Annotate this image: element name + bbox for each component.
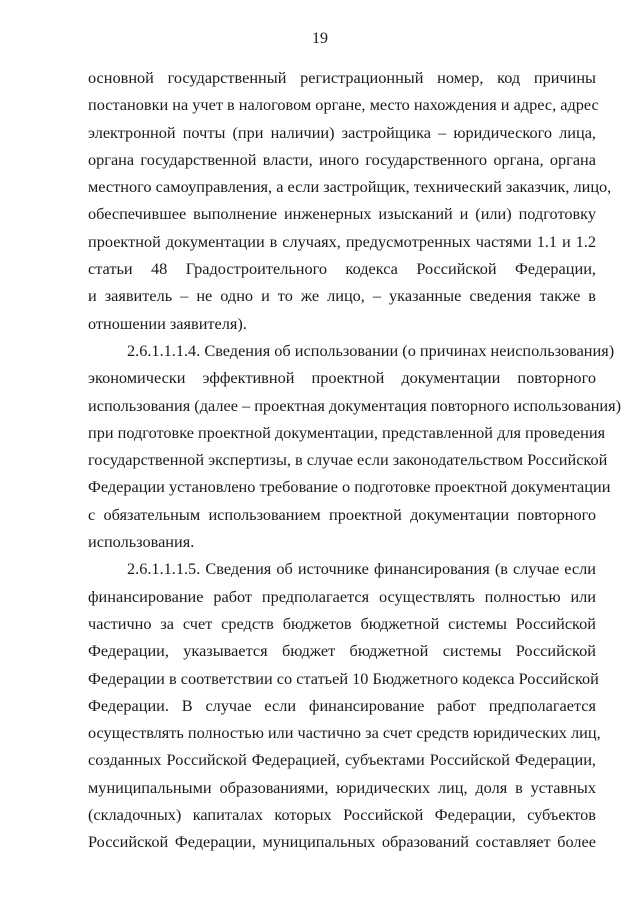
text-line: Федерации установлено требование о подготовке проектной документации bbox=[88, 477, 611, 497]
text-line: (складочных) капиталах которых Российской Федерации, субъектов bbox=[88, 805, 596, 825]
text-line: основной государственный регистрационный номер, код причины bbox=[88, 68, 596, 87]
text-line: Федерации, указывается бюджет бюджетной системы Российской bbox=[88, 641, 596, 661]
body-text bbox=[88, 64, 622, 856]
text-line: Федерации. В случае если финансирование работ предполагается bbox=[88, 695, 596, 715]
text-line: электронной почты (при наличии) застройщика – юридического лица, bbox=[88, 122, 596, 142]
text-line: отношении заявителя). bbox=[88, 313, 247, 333]
text-line: использования (далее – проектная документация повторного использования) bbox=[88, 395, 622, 415]
text-line: финансирование работ предполагается осуществлять полностью или bbox=[88, 586, 596, 606]
text-line: 2.6.1.1.1.5. Сведения об источнике финансирования (в случае если bbox=[127, 559, 596, 579]
text-line: использования. bbox=[88, 532, 195, 552]
text-line: при подготовке проектной документации, представленной для проведения bbox=[88, 422, 606, 442]
text-line: 2.6.1.1.1.4. Сведения об использовании (о причинах неиспользования) bbox=[127, 340, 615, 360]
text-line: государственной экспертизы, в случае если законодательством Российской bbox=[88, 450, 608, 470]
text-line: обеспечившее выполнение инженерных изысканий и (или) подготовку bbox=[88, 204, 596, 224]
text-line: созданных Российской Федерацией, субъектами Российской Федерации, bbox=[88, 750, 596, 770]
text-line: проектной документации в случаях, предусмотренных частями 1.1 и 1.2 bbox=[88, 231, 596, 251]
text-line: Российской Федерации, муниципальных образований составляет более bbox=[88, 832, 596, 852]
text-line: экономически эффективной проектной документации повторного bbox=[88, 368, 596, 388]
text-line: Федерации в соответствии со статьей 10 Бюджетного кодекса Российской bbox=[88, 668, 599, 688]
text-line: и заявитель – не одно и то же лицо, – указанные сведения также в bbox=[88, 286, 596, 306]
text-line: органа государственной власти, иного государственного органа, органа bbox=[88, 149, 596, 169]
text-line: муниципальными образованиями, юридических лиц, доля в уставных bbox=[88, 777, 596, 797]
text-line: с обязательным использованием проектной документации повторного bbox=[88, 504, 596, 524]
text-line: частично за счет средств бюджетов бюджетной системы Российской bbox=[88, 613, 596, 633]
text-line: постановки на учет в налоговом органе, место нахождения и адрес, адрес bbox=[88, 95, 599, 115]
text-line: местного самоуправления, а если застройщик, технический заказчик, лицо, bbox=[88, 177, 612, 197]
text-line: осуществлять полностью или частично за счет средств юридических лиц, bbox=[88, 723, 601, 743]
text-line: статьи 48 Градостроительного кодекса Российской Федерации, bbox=[88, 259, 596, 279]
page-number: 19 bbox=[312, 30, 328, 47]
